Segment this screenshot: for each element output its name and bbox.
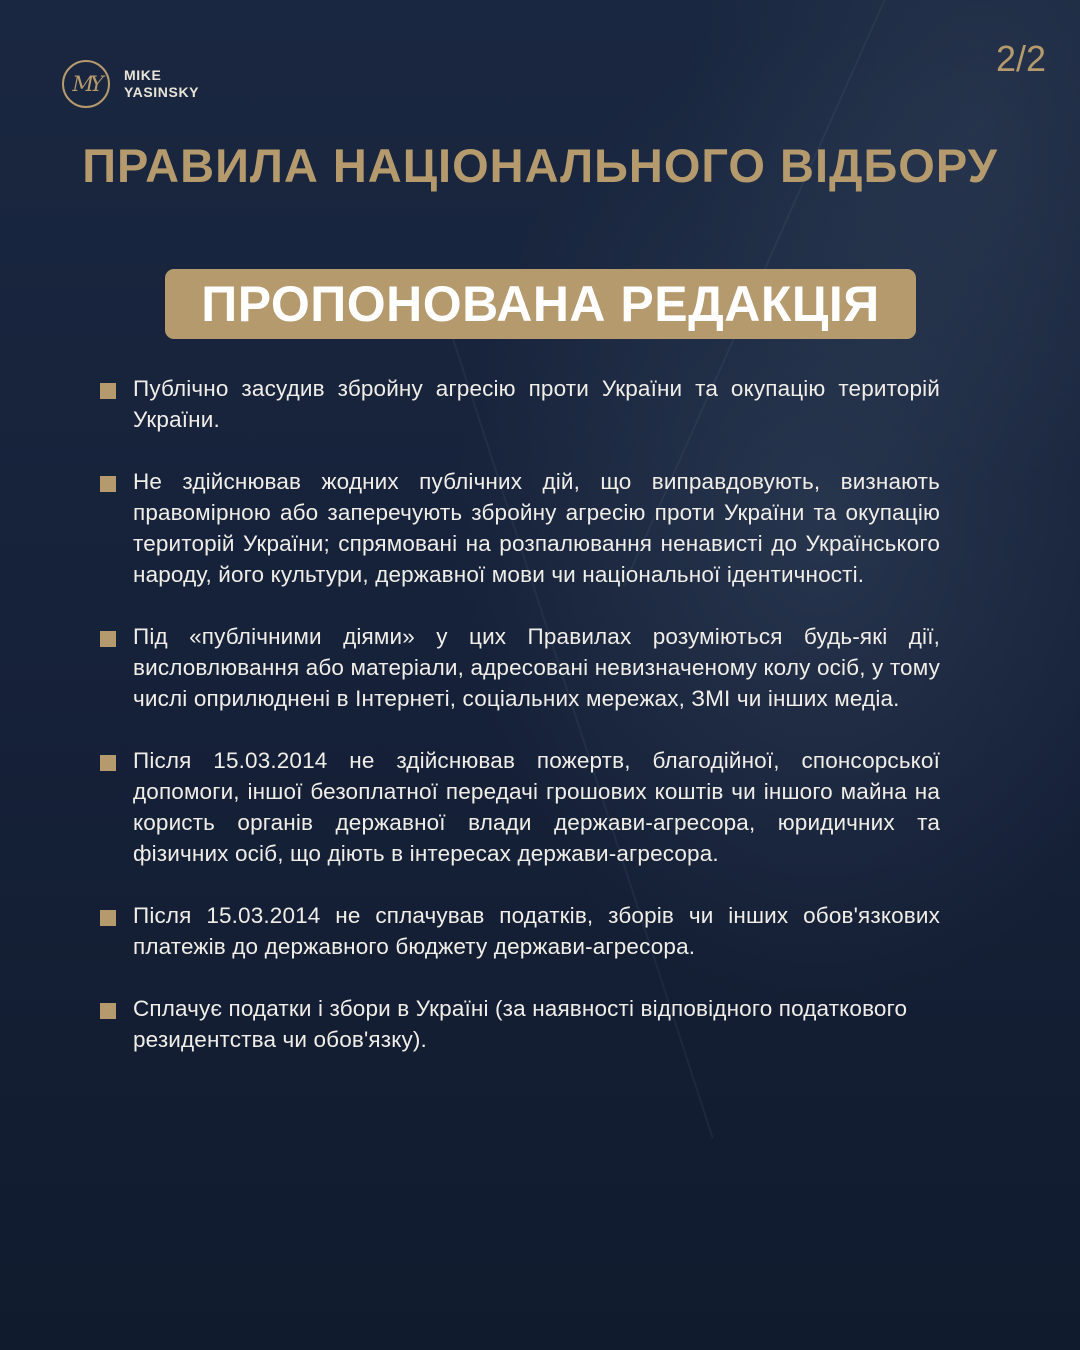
square-bullet-icon bbox=[100, 476, 116, 492]
rule-text: Під «публічними діями» у цих Правилах розуміються будь-які дії, висловлювання або матеріали, адресовані невизначеному колу осіб, у тому числі оприлюднені в Інтернеті, соціальних мережах, ЗМІ чи інших медіа. bbox=[133, 624, 940, 711]
list-item bbox=[97, 373, 940, 435]
brand-name bbox=[124, 67, 199, 101]
list-item bbox=[97, 621, 940, 714]
square-bullet-icon bbox=[100, 910, 116, 926]
brand-name-first: MIKE bbox=[124, 67, 162, 83]
rule-text: Публічно засудив збройну агресію проти України та окупацію територій України. bbox=[133, 376, 940, 432]
square-bullet-icon bbox=[100, 631, 116, 647]
rule-text: Після 15.03.2014 не сплачував податків, зборів чи інших обов'язкових платежів до державного бюджету держави-агресора. bbox=[133, 903, 940, 959]
subtitle-badge: ПРОПОНОВАНА РЕДАКЦІЯ bbox=[165, 269, 916, 339]
brand-logo bbox=[62, 60, 199, 108]
rule-text: Не здійснював жодних публічних дій, що виправдовують, визнають правомірною або заперечують збройну агресію проти України та окупацію територій України; спрямовані на розпалювання ненависті до Українського народу, його культури, державної мови чи національної ідентичності. bbox=[133, 469, 940, 587]
rule-text: Сплачує податки і збори в Україні (за наявності відповідного податкового резидентства чи обов'язку). bbox=[133, 996, 908, 1052]
list-item bbox=[97, 993, 940, 1055]
square-bullet-icon bbox=[100, 755, 116, 771]
list-item bbox=[97, 466, 940, 590]
monogram-icon: MY bbox=[62, 60, 110, 108]
rules-list bbox=[97, 373, 940, 1086]
brand-name-last: YASINSKY bbox=[124, 84, 200, 100]
list-item bbox=[97, 745, 940, 869]
page-counter: 2/2 bbox=[995, 38, 1046, 79]
list-item bbox=[97, 900, 940, 962]
square-bullet-icon bbox=[100, 383, 116, 399]
square-bullet-icon bbox=[100, 1003, 116, 1019]
page-title: ПРАВИЛА НАЦІОНАЛЬНОГО ВІДБОРУ bbox=[82, 139, 998, 192]
rule-text: Після 15.03.2014 не здійснював пожертв, благодійної, спонсорської допомоги, іншої безоплатної передачі грошових коштів чи іншого майна на користь органів державної влади держави-агресора, юридичних та фізичних осіб, що діють в інтересах держави-агресора. bbox=[133, 748, 940, 866]
